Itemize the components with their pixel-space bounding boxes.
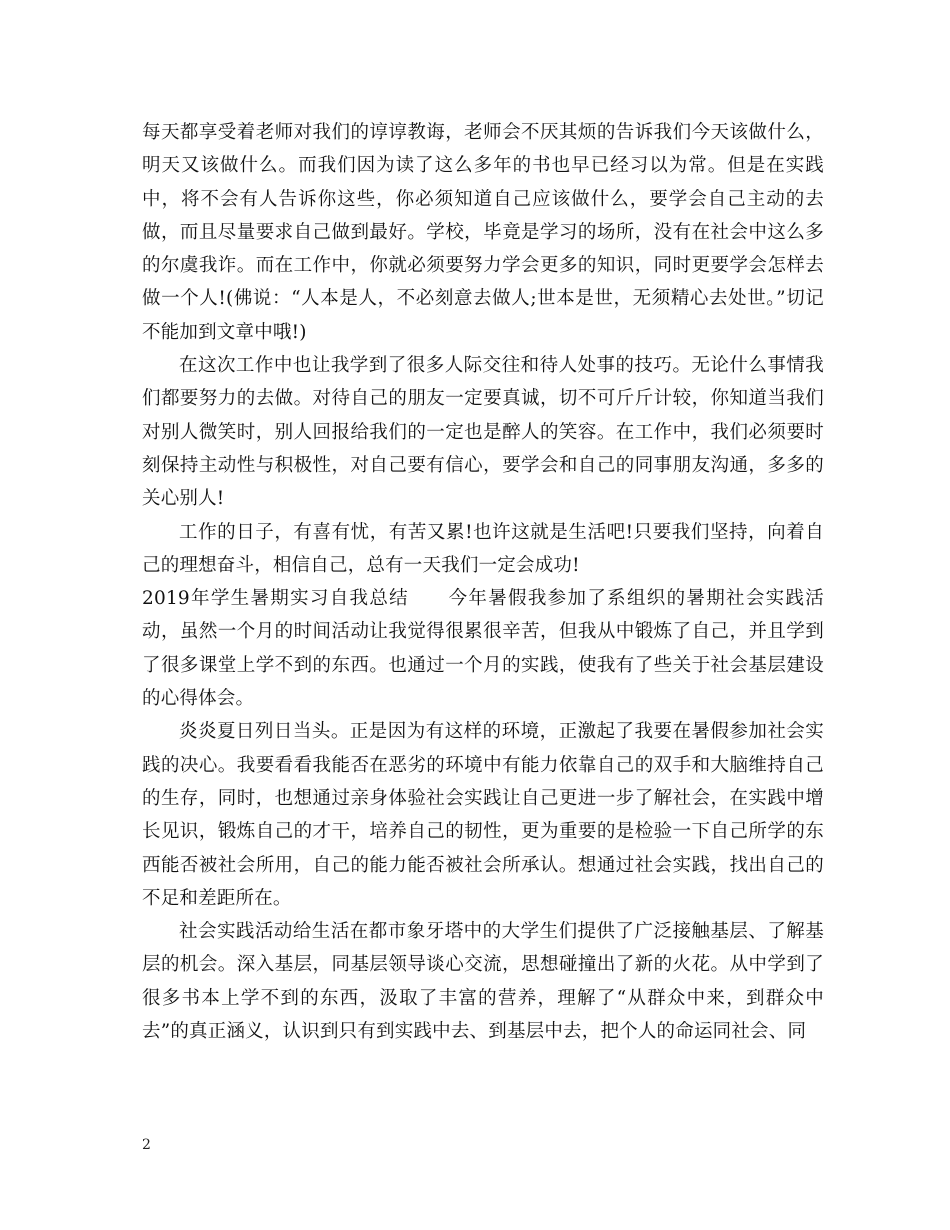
paragraph-3: 工作的日子，有喜有忧，有苦又累!也许这就是生活吧!只要我们坚持，向着自己的理想奋斗，相信自己，总有一天我们一定会成功! <box>142 521 824 576</box>
paragraph-2: 在这次工作中也让我学到了很多人际交往和待人处事的技巧。无论什么事情我们都要努力的去做。对待自己的朋友一定要真诚，切不可斤斤计较，你知道当我们对别人微笑时，别人回报给我们的一定也是醉人的笑容。在工作中，我们必须要时刻保持主动性与积极性，对自己要有信心，要学会和自己的同事朋友沟通，多多的关心别人! <box>142 355 824 510</box>
paragraph-4: 2019年学生暑期实习自我总结 今年暑假我参加了系组织的暑期社会实践活动，虽然一个月的时间活动让我觉得很累很辛苦，但我从中锻炼了自己，并且学到了很多课堂上学不到的东西。也通过一个月的实践，使我有了些关于社会基层建设的心得体会。 <box>142 588 824 710</box>
paragraph-6: 社会实践活动给生活在都市象牙塔中的大学生们提供了广泛接触基层、了解基层的机会。深入基层，同基层领导谈心交流，思想碰撞出了新的火花。从中学到了很多书本上学不到的东西，汲取了丰富的营养，理解了“从群众中来，到群众中去”的真正涵义，认识到只有到实践中去、到基层中去，把个人的命运同社会、同 <box>142 921 824 1043</box>
page-number: 2 <box>142 1137 151 1153</box>
paragraph-5: 炎炎夏日列日当头。正是因为有这样的环境，正激起了我要在暑假参加社会实践的决心。我要看看我能否在恶劣的环境中有能力依靠自己的双手和大脑维持自己的生存，同时，也想通过亲身体验社会实践让自己更进一步了解社会，在实践中增长见识，锻炼自己的才干，培养自己的韧性，更为重要的是检验一下自己所学的东西能否被社会所用，自己的能力能否被社会所承认。想通过社会实践，找出自己的不足和差距所在。 <box>142 721 824 909</box>
paragraph-1: 每天都享受着老师对我们的谆谆教诲，老师会不厌其烦的告诉我们今天该做什么，明天又该做什么。而我们因为读了这么多年的书也早已经习以为常。但是在实践中，将不会有人告诉你这些，你必须知道自己应该做什么，要学会自己主动的去做，而且尽量要求自己做到最好。学校，毕竟是学习的场所，没有在社会中这么多的尔虞我诈。而在工作中，你就必须要努力学会更多的知识，同时更要学会怎样去做一个人!(佛说：“人本是人，不必刻意去做人;世本是世，无须精心去处世。”切记不能加到文章中哦!) <box>142 122 824 343</box>
document-body <box>142 116 824 1048</box>
